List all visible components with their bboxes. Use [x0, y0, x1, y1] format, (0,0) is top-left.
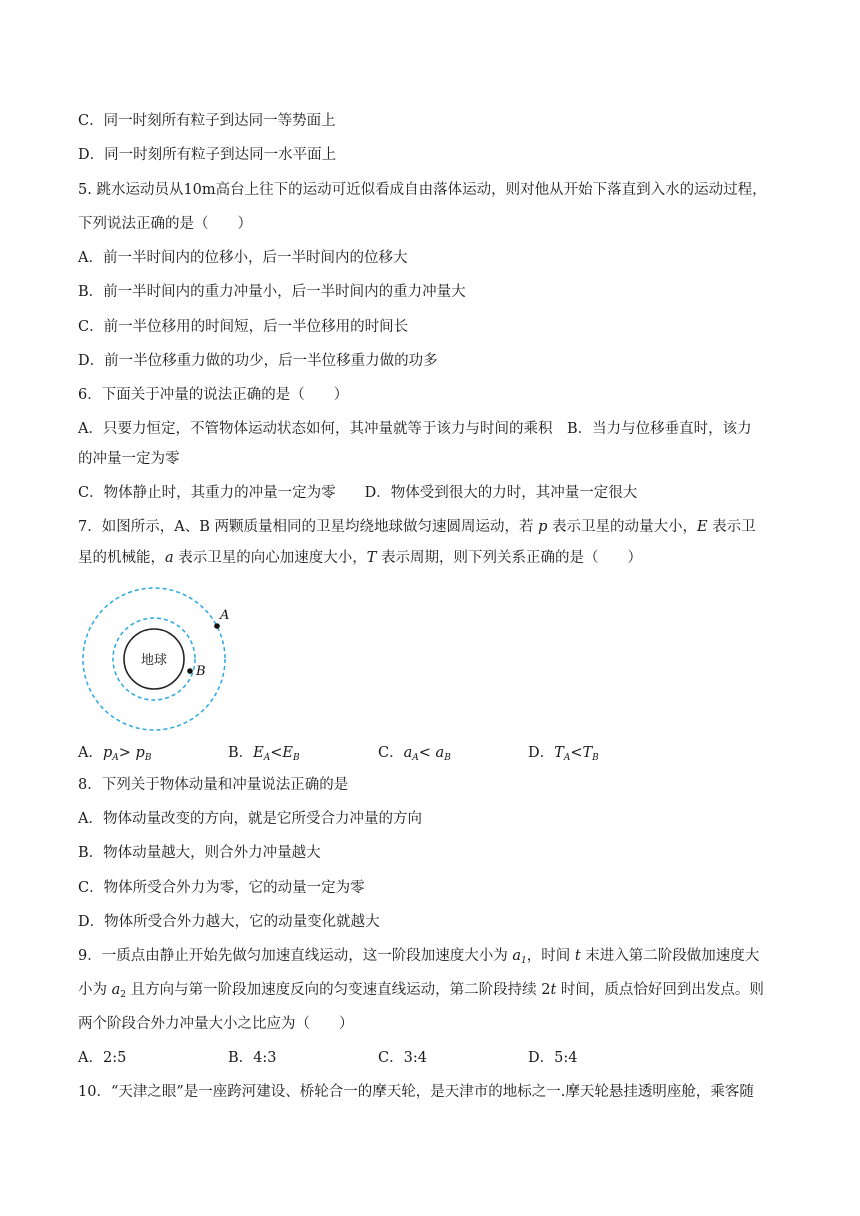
- satellite-b-label: B: [196, 664, 206, 679]
- q9-option-c: C．3:4: [378, 1050, 427, 1066]
- q5-option-a: A．前一半时间内的位移小，后一半时间内的位移大: [78, 250, 408, 266]
- q4-option-d: D．同一时刻所有粒子到达同一水平面上: [78, 147, 337, 163]
- q4-option-c: C．同一时刻所有粒子到达同一等势面上: [78, 113, 336, 129]
- q7-option-c: C．$a_A< a_B$: [378, 745, 451, 763]
- q6-options-line3: C．物体静止时，其重力的冲量一定为零 D．物体受到很大的力时，其冲量一定很大: [78, 485, 638, 501]
- q8-option-a: A．物体动量改变的方向，就是它所受合力冲量的方向: [78, 811, 422, 827]
- q9-stem-line1: 9．一质点由静止开始先做匀加速直线运动，这一阶段加速度大小为 $a_1$，时间 t 末进入第二阶段做加速度大: [78, 948, 760, 966]
- satellite-a-label: A: [220, 608, 230, 623]
- q7-stem-line1: 7．如图所示，A、B 两颗质量相同的卫星均绕地球做匀速圆周运动，若 p 表示卫星的动量大小，E 表示卫: [78, 519, 756, 535]
- q9-stem-line2: 小为 $a_2$ 且方向与第一阶段加速度反向的匀变速直线运动，第二阶段持续 2t 时间，质点恰好回到出发点。则: [78, 982, 764, 1000]
- q7-option-a: A．$p_A> p_B$: [78, 745, 152, 763]
- q7-option-b: B．$E_A<E_B$: [228, 745, 300, 763]
- q8-stem: 8．下列关于物体动量和冲量说法正确的是: [78, 777, 349, 793]
- q5-stem-line2: 下列说法正确的是（ ）: [78, 216, 252, 232]
- q8-option-b: B．物体动量越大，则合外力冲量越大: [78, 845, 321, 861]
- q6-options-line1: A．只要力恒定，不管物体运动状态如何，其冲量就等于该力与时间的乘积 B．当力与位移垂直时，该力: [78, 421, 752, 437]
- q5-stem-line1: 5. 跳水运动员从10m高台上往下的运动可近似看成自由落体运动，则对他从开始下落直到入水的运动过程，: [78, 182, 767, 198]
- q9-stem-line3: 两个阶段合外力冲量大小之比应为（ ）: [78, 1016, 354, 1032]
- q9-option-b: B．4:3: [228, 1050, 277, 1066]
- satellite-b-dot: [187, 668, 193, 674]
- earth-label: 地球: [140, 653, 168, 668]
- q5-option-b: B．前一半时间内的重力冲量小，后一半时间内的重力冲量大: [78, 284, 466, 300]
- q7-option-d: D．$T_A<T_B$: [528, 745, 599, 763]
- q7-stem-line2: 星的机械能，a 表示卫星的向心加速度大小，T 表示周期，则下列关系正确的是（ ）: [78, 550, 643, 566]
- q9-option-d: D．5:4: [528, 1050, 578, 1066]
- q10-stem-line1: 10．“天津之眼”是一座跨河建设、桥轮合一的摩天轮，是天津市的地标之一.摩天轮悬挂透明座舱，乘客随: [78, 1084, 754, 1100]
- q5-option-d: D．前一半位移重力做的功少，后一半位移重力做的功多: [78, 353, 438, 369]
- q9-option-a: A．2:5: [78, 1050, 127, 1066]
- q6-stem: 6．下面关于冲量的说法正确的是（ ）: [78, 387, 349, 403]
- q6-options-line2: 的冲量一定为零: [78, 451, 180, 467]
- satellite-a-dot: [214, 623, 220, 629]
- q5-option-c: C．前一半位移用的时间短，后一半位移用的时间长: [78, 319, 409, 335]
- q8-option-d: D．物体所受合外力越大，它的动量变化就越大: [78, 914, 380, 930]
- q8-option-c: C．物体所受合外力为零，它的动量一定为零: [78, 880, 365, 896]
- satellite-orbit-diagram: [76, 585, 236, 735]
